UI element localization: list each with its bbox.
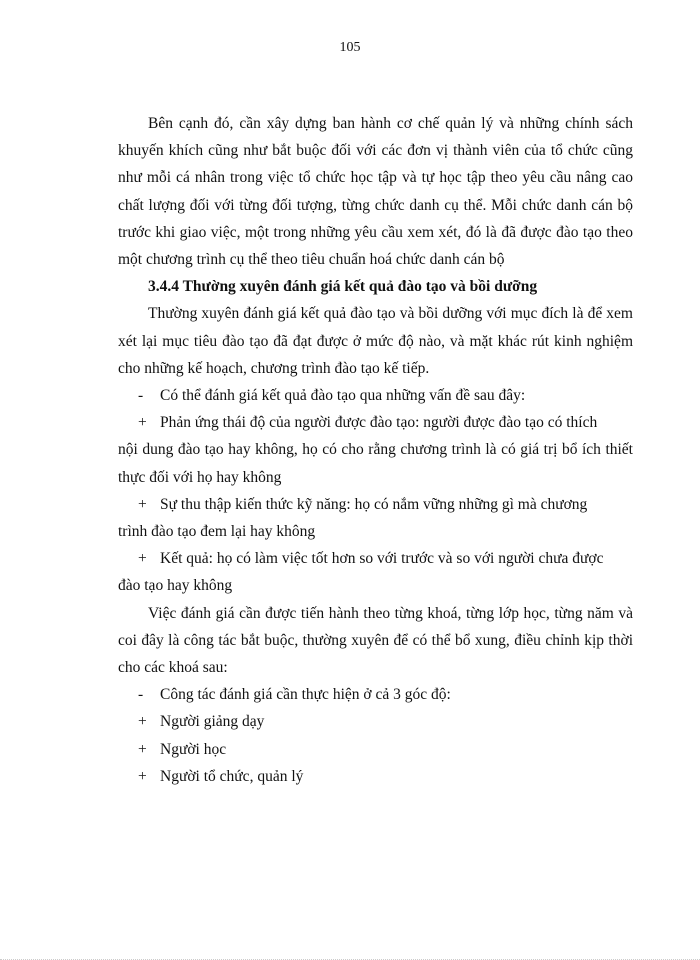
document-body bbox=[118, 110, 633, 790]
list-item-text: Người tổ chức, quản lý bbox=[160, 767, 304, 785]
plus-marker: + bbox=[138, 550, 147, 568]
list-item-plus bbox=[118, 736, 633, 763]
list-item-continuation: trình đào tạo đem lại hay không bbox=[118, 523, 316, 541]
list-item-text: Có thể đánh giá kết quả đào tạo qua những vấn đề sau đây: bbox=[160, 387, 526, 405]
list-item-dash bbox=[118, 382, 633, 409]
list-item-plus bbox=[118, 491, 633, 545]
list-item-text: Kết quả: họ có làm việc tốt hơn so với trước và so với người chưa được bbox=[160, 550, 604, 568]
paragraph-evaluation: Việc đánh giá cần được tiến hành theo từng khoá, từng lớp học, từng năm và coi đây là công tác bắt buộc, thường xuyên để có thể bổ xung, điều chỉnh kịp thời cho các khoá sau: bbox=[118, 604, 633, 677]
list-item-continuation: đào tạo hay không bbox=[118, 577, 233, 595]
plus-marker: + bbox=[138, 740, 147, 758]
list-item-text: Người giảng dạy bbox=[160, 713, 265, 731]
list-item-plus bbox=[118, 763, 633, 790]
list-item-plus bbox=[118, 708, 633, 735]
plus-marker: + bbox=[138, 414, 147, 432]
list-item-plus bbox=[118, 545, 633, 599]
dash-marker: - bbox=[138, 387, 144, 405]
dash-marker: - bbox=[138, 686, 144, 704]
paragraph-purpose: Thường xuyên đánh giá kết quả đào tạo và bồi dưỡng với mục đích là để xem xét lại mục tiêu đào tạo đã đạt được ở mức độ nào, và mặt khác rút kinh nghiệm cho những kế hoạch, chương trình đào tạo kế tiếp. bbox=[118, 305, 633, 377]
list-item-text: Công tác đánh giá cần thực hiện ở cả 3 góc độ: bbox=[160, 686, 451, 704]
list-item-text: Sự thu thập kiến thức kỹ năng: họ có nắm vững những gì mà chương bbox=[160, 495, 588, 513]
plus-marker: + bbox=[138, 767, 147, 785]
section-heading: 3.4.4 Thường xuyên đánh giá kết quả đào tạo và bồi dưỡng bbox=[148, 278, 538, 296]
plus-marker: + bbox=[138, 713, 147, 731]
list-item-continuation: nội dung đào tạo hay không, họ có cho rằng chương trình là có giá trị bổ ích thiết thực đối với họ hay không bbox=[118, 441, 633, 486]
paragraph-intro: Bên cạnh đó, cần xây dựng ban hành cơ chế quản lý và những chính sách khuyến khích cũng như bắt buộc đối với các đơn vị thành viên của tổ chức cũng như mỗi cá nhân trong việc tổ chức học tập và tự học tập theo yêu cầu nâng cao chất lượng đối với từng đối tượng, từng chức danh cụ thể. Mỗi chức danh cán bộ trước khi giao việc, một trong những yêu cầu xem xét, đó là đã được đào tạo theo một chương trình cụ thể theo tiêu chuẩn hoá chức danh cán bộ bbox=[118, 115, 633, 269]
list-item-plus bbox=[118, 409, 633, 491]
plus-marker: + bbox=[138, 495, 147, 513]
list-item-text: Phản ứng thái độ của người được đào tạo: người được đào tạo có thích bbox=[160, 414, 598, 432]
page-number: 105 bbox=[339, 40, 361, 55]
list-item-dash bbox=[118, 681, 633, 708]
list-item-text: Người học bbox=[160, 740, 227, 758]
